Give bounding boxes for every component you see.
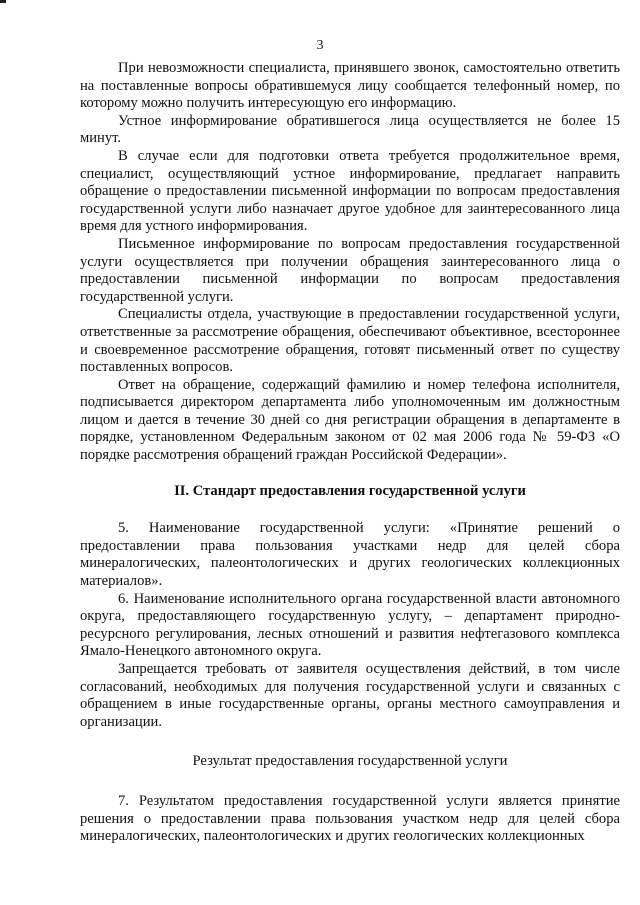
page-number: 3 [316,38,324,53]
paragraph: При невозможности специалиста, принявшего звонок, самостоятельно ответить на поставленные вопросы обратившемуся лицу сообщается телефонный номер, по которому можно получить интересующую его информацию. [80,60,620,112]
paragraph: Письменное информирование по вопросам предоставления государственной услуги осуществляется при получении обращения заинтересованного лица о предоставлении письменной информации по вопросам предоставления государственной услуги. [80,235,620,305]
paragraph: 6. Наименование исполнительного органа государственной власти автономного округа, предоставляющего государственную услугу, – департамент природно-ресурсного регулирования, лесных отношений и развития нефтегазового комплекса Ямало-Ненецкого автономного округа. [80,590,620,660]
subheading: Результат предоставления государственной услуги [192,753,508,770]
document-body [80,60,620,846]
paragraph: Запрещается требовать от заявителя осуществления действий, в том числе согласований, необходимых для получения государственной услуги и связанных с обращением в иные государственные органы, органы местного самоуправления и организации. [80,661,620,730]
paragraph: 7. Результатом предоставления государственной услуги является принятие решения о предоставлении права пользования участком недр для целей сбора минералогических, палеонтологических и других геологических коллекционных [80,792,620,845]
paragraph: Специалисты отдела, участвующие в предоставлении государственной услуги, ответственные за рассмотрение обращения, обеспечивают объективное, всестороннее и своевременное рассмотрение обращения, готовят письменный ответ по существу поставленных вопросов. [80,306,620,376]
paragraph: В случае если для подготовки ответа требуется продолжительное время, специалист, осуществляющий устное информирование, предлагает направить обращение о предоставлении письменной информации по вопросам предоставления государственной услуги либо назначает другое удобное для заинтересованного лица время для устного информирования. [80,147,620,235]
section-title: II. Стандарт предоставления государственной услуги [174,482,526,499]
paragraph: 5. Наименование государственной услуги: «Принятие решений о предоставлении права пользования участками недр для целей сбора минералогических, палеонтологических и других геологических коллекционных материалов». [80,520,620,590]
paragraph: Ответ на обращение, содержащий фамилию и номер телефона исполнителя, подписывается директором департамента либо уполномоченным им должностным лицом и дается в течение 30 дней со дня регистрации обращения в департаменте в порядке, установленном Федеральным законом от 02 мая 2006 года № 59-ФЗ «О порядке рассмотрения обращений граждан Российской Федерации». [80,376,620,464]
scan-mark [0,0,6,3]
paragraph: Устное информирование обратившегося лица осуществляется не более 15 минут. [80,112,620,147]
